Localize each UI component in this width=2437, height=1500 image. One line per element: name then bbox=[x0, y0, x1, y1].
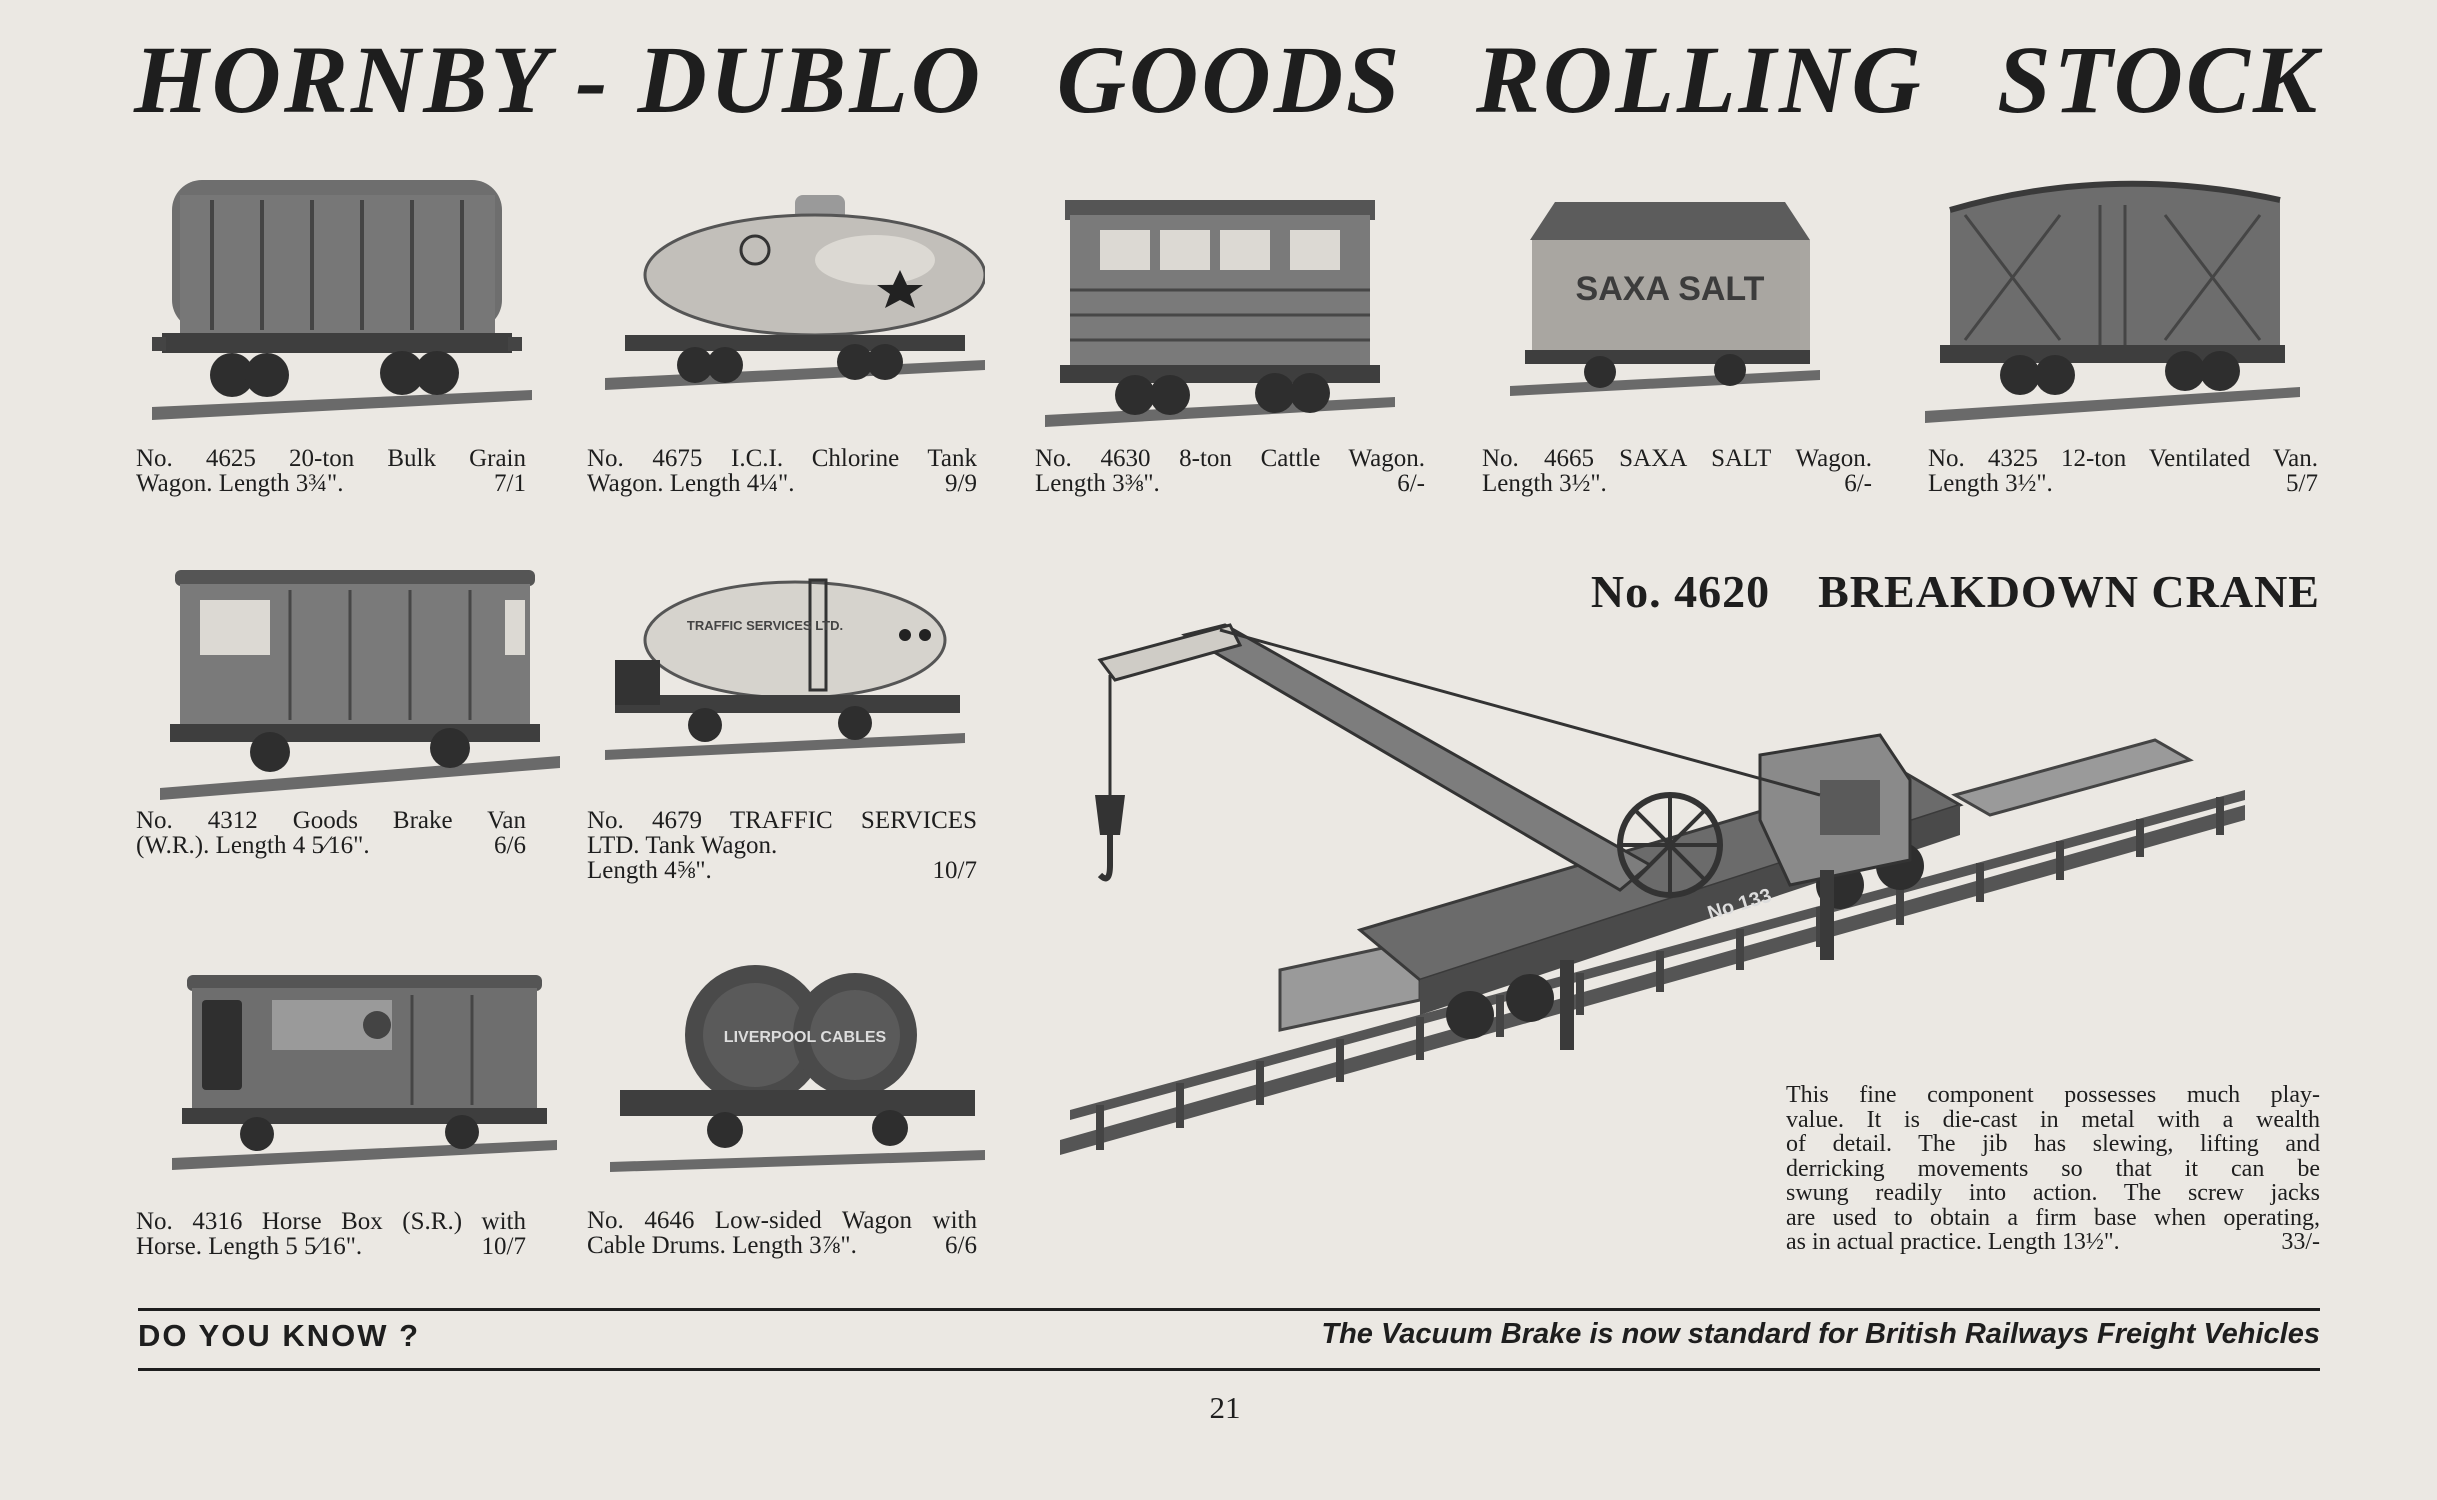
chlorine-tank-wagon-icon bbox=[605, 190, 985, 400]
do-you-know-heading: DO YOU KNOW ? bbox=[138, 1318, 421, 1353]
wagon-lettering: TRAFFIC SERVICES LTD. bbox=[686, 618, 844, 633]
product-length: Length 3½". bbox=[1482, 470, 1607, 497]
crane-desc-line: swung readily into action. The screw jacks bbox=[1786, 1180, 2320, 1206]
product-caption bbox=[1482, 446, 1872, 496]
footer-rule-top bbox=[138, 1308, 2320, 1311]
wagon-lettering: SAXA SALT bbox=[1575, 270, 1765, 308]
crane-desc-line: of detail. The jib has slewing, lifting and bbox=[1786, 1131, 2320, 1157]
product-length: Cable Drums. Length 3⅞". bbox=[587, 1232, 857, 1259]
product-caption bbox=[587, 446, 977, 496]
crane-description bbox=[1786, 1083, 2320, 1255]
brake-van-icon bbox=[160, 560, 560, 805]
product-caption bbox=[136, 808, 526, 858]
product-name: No. 4665 SAXA SALT Wagon. bbox=[1482, 445, 1872, 472]
title-word: GOODS bbox=[1056, 26, 1403, 133]
traffic-services-tank-wagon-icon bbox=[605, 575, 965, 765]
salt-wagon-icon bbox=[1510, 200, 1820, 400]
title-word: ROLLING bbox=[1476, 26, 1924, 133]
product-price: 6/- bbox=[1397, 470, 1425, 497]
product-caption bbox=[587, 1208, 977, 1258]
product-name: No. 4625 20-ton Bulk Grain bbox=[136, 445, 526, 472]
product-price: 6/6 bbox=[494, 832, 526, 859]
breakdown-crane-image bbox=[1060, 620, 2250, 1160]
crane-title bbox=[1540, 565, 2320, 618]
page-number: 21 bbox=[1209, 1390, 1241, 1425]
cattle-wagon-icon bbox=[1045, 195, 1395, 435]
product-name: No. 4312 Goods Brake Van bbox=[136, 807, 526, 834]
crane-desc-line: value. It is die-cast in metal with a wealth bbox=[1786, 1106, 2320, 1133]
product-name: No. 4679 TRAFFIC SERVICES bbox=[587, 807, 977, 834]
product-price: 10/7 bbox=[932, 857, 977, 884]
horse-box-icon bbox=[172, 970, 557, 1175]
cattle-wagon-image bbox=[1045, 195, 1395, 435]
product-name: No. 4675 I.C.I. Chlorine Tank bbox=[587, 445, 977, 472]
salt-wagon-image bbox=[1510, 200, 1820, 400]
product-name: No. 4646 Low-sided Wagon with bbox=[587, 1207, 977, 1234]
crane-desc-line: are used to obtain a firm base when operating, bbox=[1786, 1204, 2320, 1231]
do-you-know-fact: The Vacuum Brake is now standard for British Railways Freight Vehicles bbox=[1321, 1318, 2320, 1350]
product-name: No. 4316 Horse Box (S.R.) with bbox=[136, 1208, 526, 1235]
product-length: Wagon. Length 4¼". bbox=[587, 470, 795, 497]
product-caption bbox=[1928, 446, 2318, 496]
product-price: 6/6 bbox=[945, 1232, 977, 1259]
product-price: 5/7 bbox=[2286, 470, 2318, 497]
traffic-services-tank-wagon-image bbox=[605, 575, 965, 765]
crane-desc-line: This fine component possesses much play- bbox=[1786, 1082, 2320, 1108]
breakdown-crane-icon bbox=[1060, 620, 2250, 1160]
product-price: 6/- bbox=[1844, 470, 1872, 497]
product-length: Length 3⅜". bbox=[1035, 470, 1160, 497]
product-name: No. 4325 12-ton Ventilated Van. bbox=[1928, 445, 2318, 472]
cable-drum-wagon-icon bbox=[610, 960, 985, 1175]
wagon-lettering: LIVERPOOL CABLES bbox=[723, 1029, 887, 1046]
page-title bbox=[134, 26, 2320, 133]
product-caption bbox=[1035, 446, 1425, 496]
crane-length: as in actual practice. Length 13½". bbox=[1786, 1229, 2120, 1255]
product-length: Wagon. Length 3¾". bbox=[136, 470, 344, 497]
bulk-grain-wagon-icon bbox=[152, 175, 532, 430]
cable-drum-wagon-image bbox=[610, 960, 985, 1175]
product-caption bbox=[136, 446, 526, 496]
product-length: Length 3½". bbox=[1928, 470, 2053, 497]
product-length: Horse. Length 5 5⁄16". bbox=[136, 1233, 363, 1260]
footer-rule-bottom bbox=[138, 1368, 2320, 1371]
crane-price: 33/- bbox=[2281, 1229, 2320, 1255]
product-length: Length 4⅝". bbox=[587, 857, 712, 884]
ventilated-van-image bbox=[1925, 175, 2300, 425]
bulk-grain-wagon-image bbox=[152, 175, 532, 430]
wagon-lettering: No 133 bbox=[1705, 884, 1775, 925]
brake-van-image bbox=[160, 560, 560, 805]
horse-box-image bbox=[172, 970, 557, 1175]
product-length: (W.R.). Length 4 5⁄16". bbox=[136, 832, 370, 859]
chlorine-tank-wagon-image bbox=[605, 190, 985, 400]
product-name-cont: LTD. Tank Wagon. bbox=[587, 832, 778, 859]
product-price: 9/9 bbox=[945, 470, 977, 497]
ventilated-van-icon bbox=[1925, 175, 2300, 425]
title-word: HORNBY - DUBLO bbox=[134, 26, 984, 133]
product-caption bbox=[136, 1209, 526, 1259]
crane-name: BREAKDOWN CRANE bbox=[1818, 566, 2320, 617]
product-price: 7/1 bbox=[494, 470, 526, 497]
product-price: 10/7 bbox=[481, 1233, 526, 1260]
title-word: STOCK bbox=[1997, 26, 2320, 133]
product-name: No. 4630 8-ton Cattle Wagon. bbox=[1035, 445, 1425, 472]
product-caption bbox=[587, 808, 977, 883]
crane-number: No. 4620 bbox=[1590, 566, 1771, 617]
crane-desc-line: derricking movements so that it can be bbox=[1786, 1155, 2320, 1182]
